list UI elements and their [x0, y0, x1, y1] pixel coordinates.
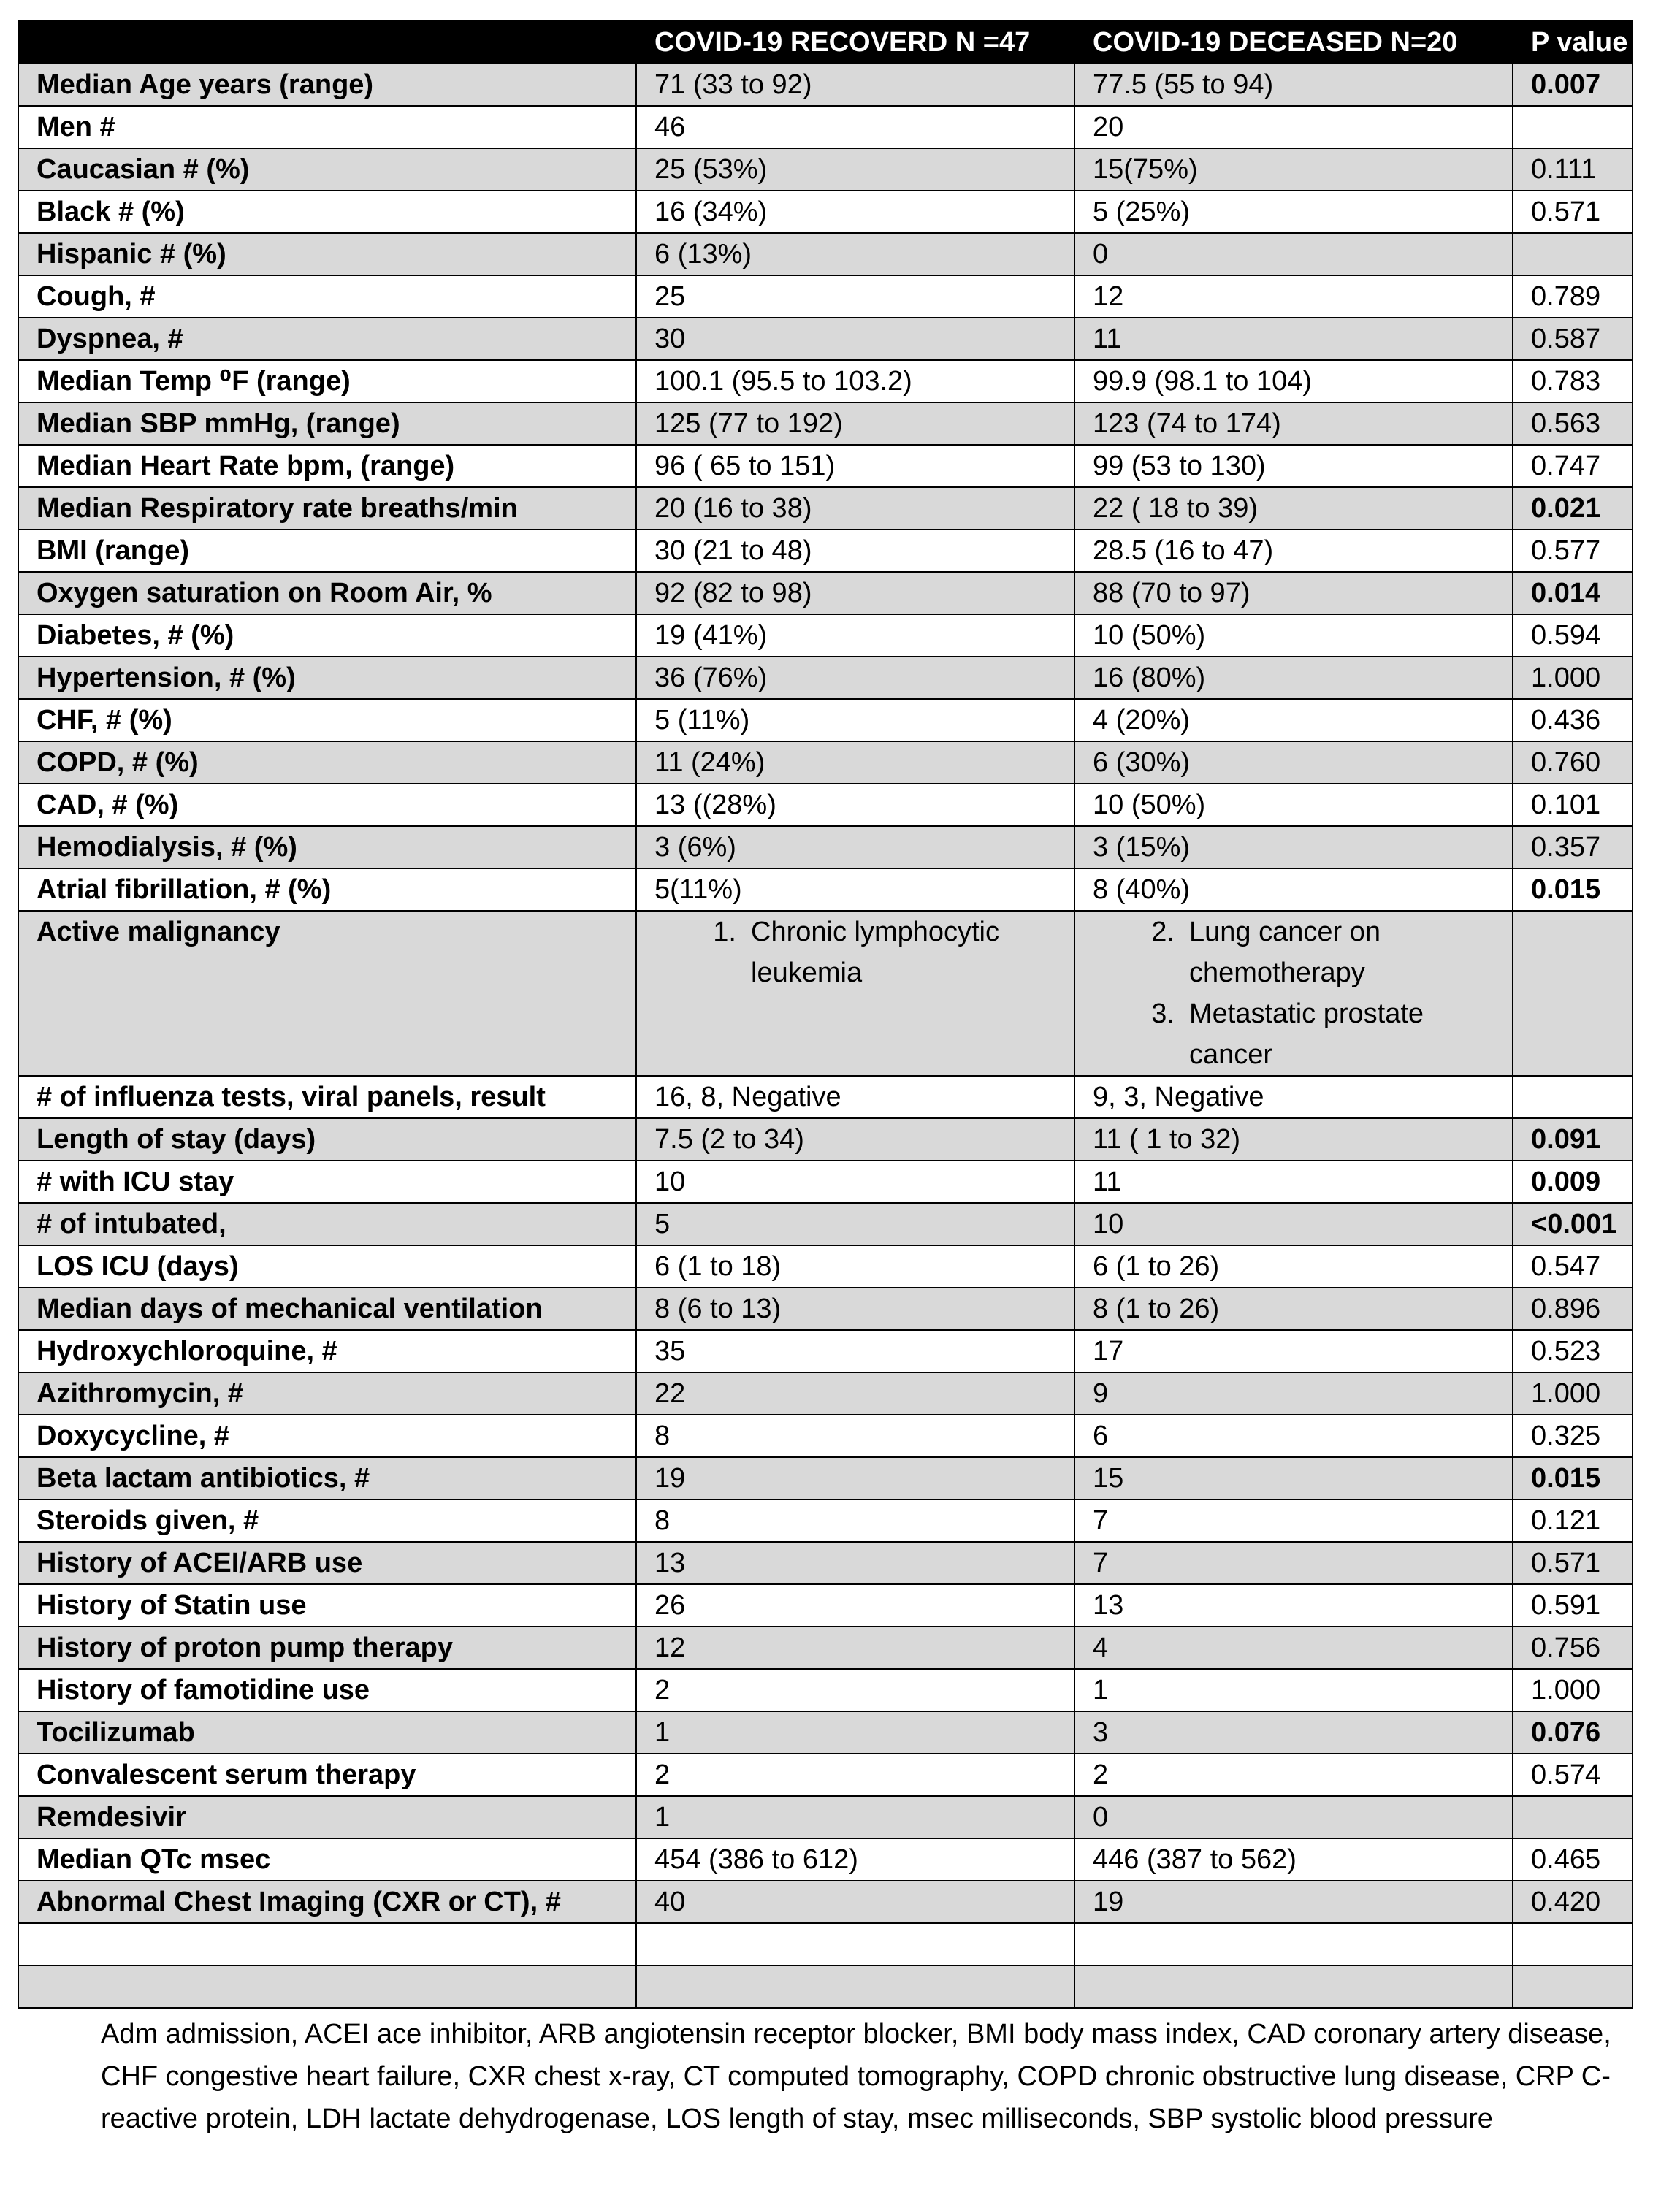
table-row	[18, 826, 1633, 868]
p-value: 0.076	[1513, 1711, 1633, 1754]
p-value: 0.111	[1513, 148, 1633, 191]
p-value: 0.021	[1513, 487, 1633, 530]
deceased-value: 12	[1074, 275, 1513, 318]
table-row	[18, 1796, 1633, 1838]
p-value: 0.121	[1513, 1499, 1633, 1542]
table-row	[18, 106, 1633, 148]
row-label: Atrial fibrillation, # (%)	[18, 868, 636, 911]
table-row	[18, 1076, 1633, 1118]
row-label: Convalescent serum therapy	[18, 1754, 636, 1796]
p-value: 0.571	[1513, 191, 1633, 233]
table-header-row	[18, 21, 1633, 64]
recovered-value: 26	[636, 1584, 1074, 1627]
deceased-value: 446 (387 to 562)	[1074, 1838, 1513, 1881]
deceased-value: 19	[1074, 1881, 1513, 1923]
table-row	[18, 741, 1633, 784]
row-label: Remdesivir	[18, 1796, 636, 1838]
p-value: 0.015	[1513, 868, 1633, 911]
p-value: 1.000	[1513, 1669, 1633, 1711]
table-row	[18, 445, 1633, 487]
table-row	[18, 1118, 1633, 1161]
p-value: 0.760	[1513, 741, 1633, 784]
p-value: 0.014	[1513, 572, 1633, 614]
table-row	[18, 1965, 1633, 2008]
recovered-value: 92 (82 to 98)	[636, 572, 1074, 614]
recovered-value: 6 (13%)	[636, 233, 1074, 275]
p-value: 1.000	[1513, 1372, 1633, 1415]
recovered-value: 25 (53%)	[636, 148, 1074, 191]
recovered-value: 13	[636, 1542, 1074, 1584]
row-label: BMI (range)	[18, 530, 636, 572]
table-row	[18, 1584, 1633, 1627]
table-body-bottom	[18, 1076, 1633, 2008]
recovered-value: 5(11%)	[636, 868, 1074, 911]
malignancy-item-text: Lung cancer on chemotherapy	[1189, 917, 1381, 988]
recovered-value: 71 (33 to 92)	[636, 64, 1074, 106]
row-label: Doxycycline, #	[18, 1415, 636, 1457]
recovered-value: 22	[636, 1372, 1074, 1415]
recovered-value: 36 (76%)	[636, 657, 1074, 699]
deceased-value: 16 (80%)	[1074, 657, 1513, 699]
recovered-value: 5 (11%)	[636, 699, 1074, 741]
recovered-value: 96 ( 65 to 151)	[636, 445, 1074, 487]
p-value: 1.000	[1513, 657, 1633, 699]
p-value	[1513, 1796, 1633, 1838]
table-row	[18, 1754, 1633, 1796]
p-value: 0.587	[1513, 318, 1633, 360]
p-value	[1513, 1076, 1633, 1118]
table-row	[18, 64, 1633, 106]
deceased-value: 123 (74 to 174)	[1074, 402, 1513, 445]
recovered-value: 454 (386 to 612)	[636, 1838, 1074, 1881]
table-row	[18, 1457, 1633, 1499]
table-footnote: Adm admission, ACEI ace inhibitor, ARB angiotensin receptor blocker, BMI body mass index, CAD coronary artery disease, CHF congestive heart failure, CXR chest x-ray, CT computed tomography, COPD chronic obstructive lung disease, CRP C-reactive protein, LDH lactate dehydrogenase, LOS length of stay, msec milliseconds, SBP systolic blood pressure	[101, 2019, 1611, 2134]
row-label: History of Statin use	[18, 1584, 636, 1627]
recovered-value: 35	[636, 1330, 1074, 1372]
table-row	[18, 1542, 1633, 1584]
row-label: Active malignancy	[18, 911, 636, 1076]
recovered-value: 30 (21 to 48)	[636, 530, 1074, 572]
p-value	[1513, 233, 1633, 275]
row-label: CHF, # (%)	[18, 699, 636, 741]
malignancy-item	[695, 912, 1056, 993]
deceased-value	[1074, 1923, 1513, 1965]
malignancy-p-cell	[1513, 911, 1633, 1076]
deceased-value: 15	[1074, 1457, 1513, 1499]
row-label: Hemodialysis, # (%)	[18, 826, 636, 868]
row-label: Black # (%)	[18, 191, 636, 233]
row-label: Median days of mechanical ventilation	[18, 1288, 636, 1330]
deceased-value: 6 (30%)	[1074, 741, 1513, 784]
p-value: 0.594	[1513, 614, 1633, 657]
recovered-value: 25	[636, 275, 1074, 318]
p-value: 0.523	[1513, 1330, 1633, 1372]
row-label: Dyspnea, #	[18, 318, 636, 360]
row-label: Tocilizumab	[18, 1711, 636, 1754]
deceased-value: 99 (53 to 130)	[1074, 445, 1513, 487]
row-label: # of intubated,	[18, 1203, 636, 1245]
table-row	[18, 360, 1633, 402]
row-label: LOS ICU (days)	[18, 1245, 636, 1288]
recovered-value: 2	[636, 1754, 1074, 1796]
malignancy-item-text: Metastatic prostate cancer	[1189, 998, 1424, 1070]
p-value: 0.591	[1513, 1584, 1633, 1627]
deceased-value: 28.5 (16 to 47)	[1074, 530, 1513, 572]
table-row	[18, 699, 1633, 741]
row-label: History of famotidine use	[18, 1669, 636, 1711]
p-value: <0.001	[1513, 1203, 1633, 1245]
deceased-value: 9, 3, Negative	[1074, 1076, 1513, 1118]
row-label: Oxygen saturation on Room Air, %	[18, 572, 636, 614]
p-value: 0.563	[1513, 402, 1633, 445]
table-row	[18, 1203, 1633, 1245]
p-value	[1513, 1965, 1633, 2008]
malignancy-recovered-cell	[636, 911, 1074, 1076]
table-body-malignancy	[18, 911, 1633, 1076]
p-value: 0.420	[1513, 1881, 1633, 1923]
malignancy-item	[1134, 993, 1494, 1075]
row-label: Men #	[18, 106, 636, 148]
deceased-value: 7	[1074, 1499, 1513, 1542]
table-row	[18, 148, 1633, 191]
table-row	[18, 402, 1633, 445]
recovered-value: 125 (77 to 192)	[636, 402, 1074, 445]
table-row	[18, 1330, 1633, 1372]
malignancy-item-number: 3.	[1151, 998, 1175, 1029]
header-p-value: P value	[1513, 21, 1633, 64]
row-label: Hispanic # (%)	[18, 233, 636, 275]
row-label: Length of stay (days)	[18, 1118, 636, 1161]
deceased-value: 5 (25%)	[1074, 191, 1513, 233]
deceased-value: 17	[1074, 1330, 1513, 1372]
recovered-value: 20 (16 to 38)	[636, 487, 1074, 530]
row-label: Caucasian # (%)	[18, 148, 636, 191]
recovered-value: 40	[636, 1881, 1074, 1923]
table-row	[18, 191, 1633, 233]
table-row	[18, 530, 1633, 572]
row-label: COPD, # (%)	[18, 741, 636, 784]
deceased-value: 10 (50%)	[1074, 614, 1513, 657]
p-value: 0.577	[1513, 530, 1633, 572]
row-label: Steroids given, #	[18, 1499, 636, 1542]
p-value: 0.547	[1513, 1245, 1633, 1288]
deceased-value: 1	[1074, 1669, 1513, 1711]
deceased-value: 77.5 (55 to 94)	[1074, 64, 1513, 106]
p-value: 0.896	[1513, 1288, 1633, 1330]
deceased-value: 4 (20%)	[1074, 699, 1513, 741]
table-row	[18, 1669, 1633, 1711]
malignancy-recovered-list	[654, 912, 1056, 993]
table-row	[18, 275, 1633, 318]
recovered-value: 16 (34%)	[636, 191, 1074, 233]
row-label: History of proton pump therapy	[18, 1627, 636, 1669]
deceased-value: 0	[1074, 1796, 1513, 1838]
recovered-value: 1	[636, 1796, 1074, 1838]
table-row	[18, 1288, 1633, 1330]
table-row	[18, 1161, 1633, 1203]
deceased-value: 13	[1074, 1584, 1513, 1627]
recovered-value: 19 (41%)	[636, 614, 1074, 657]
recovered-value: 19	[636, 1457, 1074, 1499]
p-value: 0.015	[1513, 1457, 1633, 1499]
row-label: Cough, #	[18, 275, 636, 318]
recovered-value: 6 (1 to 18)	[636, 1245, 1074, 1288]
deceased-value: 11	[1074, 1161, 1513, 1203]
deceased-value: 2	[1074, 1754, 1513, 1796]
deceased-value: 8 (40%)	[1074, 868, 1513, 911]
malignancy-item-number: 1.	[713, 917, 736, 947]
row-label: Median SBP mmHg, (range)	[18, 402, 636, 445]
recovered-value: 5	[636, 1203, 1074, 1245]
comparison-table	[18, 20, 1633, 2009]
deceased-value: 11 ( 1 to 32)	[1074, 1118, 1513, 1161]
table-row	[18, 1499, 1633, 1542]
row-label: CAD, # (%)	[18, 784, 636, 826]
recovered-value: 30	[636, 318, 1074, 360]
p-value: 0.783	[1513, 360, 1633, 402]
row-label: Hypertension, # (%)	[18, 657, 636, 699]
malignancy-deceased-list	[1093, 912, 1494, 1075]
table-row	[18, 784, 1633, 826]
row-label: Median QTc msec	[18, 1838, 636, 1881]
deceased-value: 99.9 (98.1 to 104)	[1074, 360, 1513, 402]
recovered-value: 16, 8, Negative	[636, 1076, 1074, 1118]
table-row	[18, 318, 1633, 360]
recovered-value: 1	[636, 1711, 1074, 1754]
p-value	[1513, 1923, 1633, 1965]
table-row	[18, 1923, 1633, 1965]
row-label: # of influenza tests, viral panels, result	[18, 1076, 636, 1118]
table-row	[18, 1372, 1633, 1415]
document	[18, 20, 1632, 2009]
deceased-value: 3	[1074, 1711, 1513, 1754]
row-label: Median Age years (range)	[18, 64, 636, 106]
recovered-value: 2	[636, 1669, 1074, 1711]
p-value: 0.091	[1513, 1118, 1633, 1161]
p-value: 0.571	[1513, 1542, 1633, 1584]
deceased-value: 3 (15%)	[1074, 826, 1513, 868]
deceased-value: 10 (50%)	[1074, 784, 1513, 826]
p-value: 0.101	[1513, 784, 1633, 826]
deceased-value: 20	[1074, 106, 1513, 148]
recovered-value: 3 (6%)	[636, 826, 1074, 868]
row-label: Median Heart Rate bpm, (range)	[18, 445, 636, 487]
p-value: 0.436	[1513, 699, 1633, 741]
row-label: Beta lactam antibiotics, #	[18, 1457, 636, 1499]
p-value: 0.574	[1513, 1754, 1633, 1796]
recovered-value: 7.5 (2 to 34)	[636, 1118, 1074, 1161]
deceased-value: 6 (1 to 26)	[1074, 1245, 1513, 1288]
deceased-value: 0	[1074, 233, 1513, 275]
row-label: Median Temp ⁰F (range)	[18, 360, 636, 402]
table-row	[18, 487, 1633, 530]
deceased-value: 9	[1074, 1372, 1513, 1415]
deceased-value: 8 (1 to 26)	[1074, 1288, 1513, 1330]
p-value: 0.357	[1513, 826, 1633, 868]
p-value: 0.465	[1513, 1838, 1633, 1881]
deceased-value: 15(75%)	[1074, 148, 1513, 191]
malignancy-item-number: 2.	[1151, 917, 1175, 947]
table-row	[18, 1627, 1633, 1669]
table-row	[18, 614, 1633, 657]
deceased-value: 10	[1074, 1203, 1513, 1245]
row-label: Azithromycin, #	[18, 1372, 636, 1415]
header-blank	[18, 21, 636, 64]
recovered-value: 8	[636, 1415, 1074, 1457]
table-row	[18, 657, 1633, 699]
p-value: 0.325	[1513, 1415, 1633, 1457]
recovered-value: 8 (6 to 13)	[636, 1288, 1074, 1330]
table-row	[18, 1245, 1633, 1288]
malignancy-deceased-cell	[1074, 911, 1513, 1076]
table-row	[18, 1415, 1633, 1457]
row-label: Diabetes, # (%)	[18, 614, 636, 657]
p-value: 0.007	[1513, 64, 1633, 106]
deceased-value: 4	[1074, 1627, 1513, 1669]
row-label: Abnormal Chest Imaging (CXR or CT), #	[18, 1881, 636, 1923]
header-deceased: COVID-19 DECEASED N=20	[1074, 21, 1513, 64]
table-body-top	[18, 64, 1633, 911]
row-label: Hydroxychloroquine, #	[18, 1330, 636, 1372]
table-row	[18, 1711, 1633, 1754]
p-value	[1513, 106, 1633, 148]
table-row	[18, 1881, 1633, 1923]
deceased-value: 7	[1074, 1542, 1513, 1584]
p-value: 0.747	[1513, 445, 1633, 487]
row-label: History of ACEI/ARB use	[18, 1542, 636, 1584]
deceased-value	[1074, 1965, 1513, 2008]
deceased-value: 22 ( 18 to 39)	[1074, 487, 1513, 530]
table-row	[18, 233, 1633, 275]
row-label	[18, 1923, 636, 1965]
deceased-value: 88 (70 to 97)	[1074, 572, 1513, 614]
p-value: 0.756	[1513, 1627, 1633, 1669]
recovered-value: 11 (24%)	[636, 741, 1074, 784]
row-label: # with ICU stay	[18, 1161, 636, 1203]
deceased-value: 6	[1074, 1415, 1513, 1457]
table-row	[18, 868, 1633, 911]
malignancy-item	[1134, 912, 1494, 993]
recovered-value: 8	[636, 1499, 1074, 1542]
recovered-value: 100.1 (95.5 to 103.2)	[636, 360, 1074, 402]
table-row-active-malignancy	[18, 911, 1633, 1076]
p-value: 0.009	[1513, 1161, 1633, 1203]
row-label	[18, 1965, 636, 2008]
recovered-value	[636, 1923, 1074, 1965]
table-row	[18, 572, 1633, 614]
header-recovered: COVID-19 RECOVERD N =47	[636, 21, 1074, 64]
p-value: 0.789	[1513, 275, 1633, 318]
malignancy-item-text: Chronic lymphocytic leukemia	[751, 917, 999, 988]
deceased-value: 11	[1074, 318, 1513, 360]
recovered-value: 13 ((28%)	[636, 784, 1074, 826]
recovered-value: 12	[636, 1627, 1074, 1669]
recovered-value: 46	[636, 106, 1074, 148]
recovered-value	[636, 1965, 1074, 2008]
table-row	[18, 1838, 1633, 1881]
recovered-value: 10	[636, 1161, 1074, 1203]
row-label: Median Respiratory rate breaths/min	[18, 487, 636, 530]
